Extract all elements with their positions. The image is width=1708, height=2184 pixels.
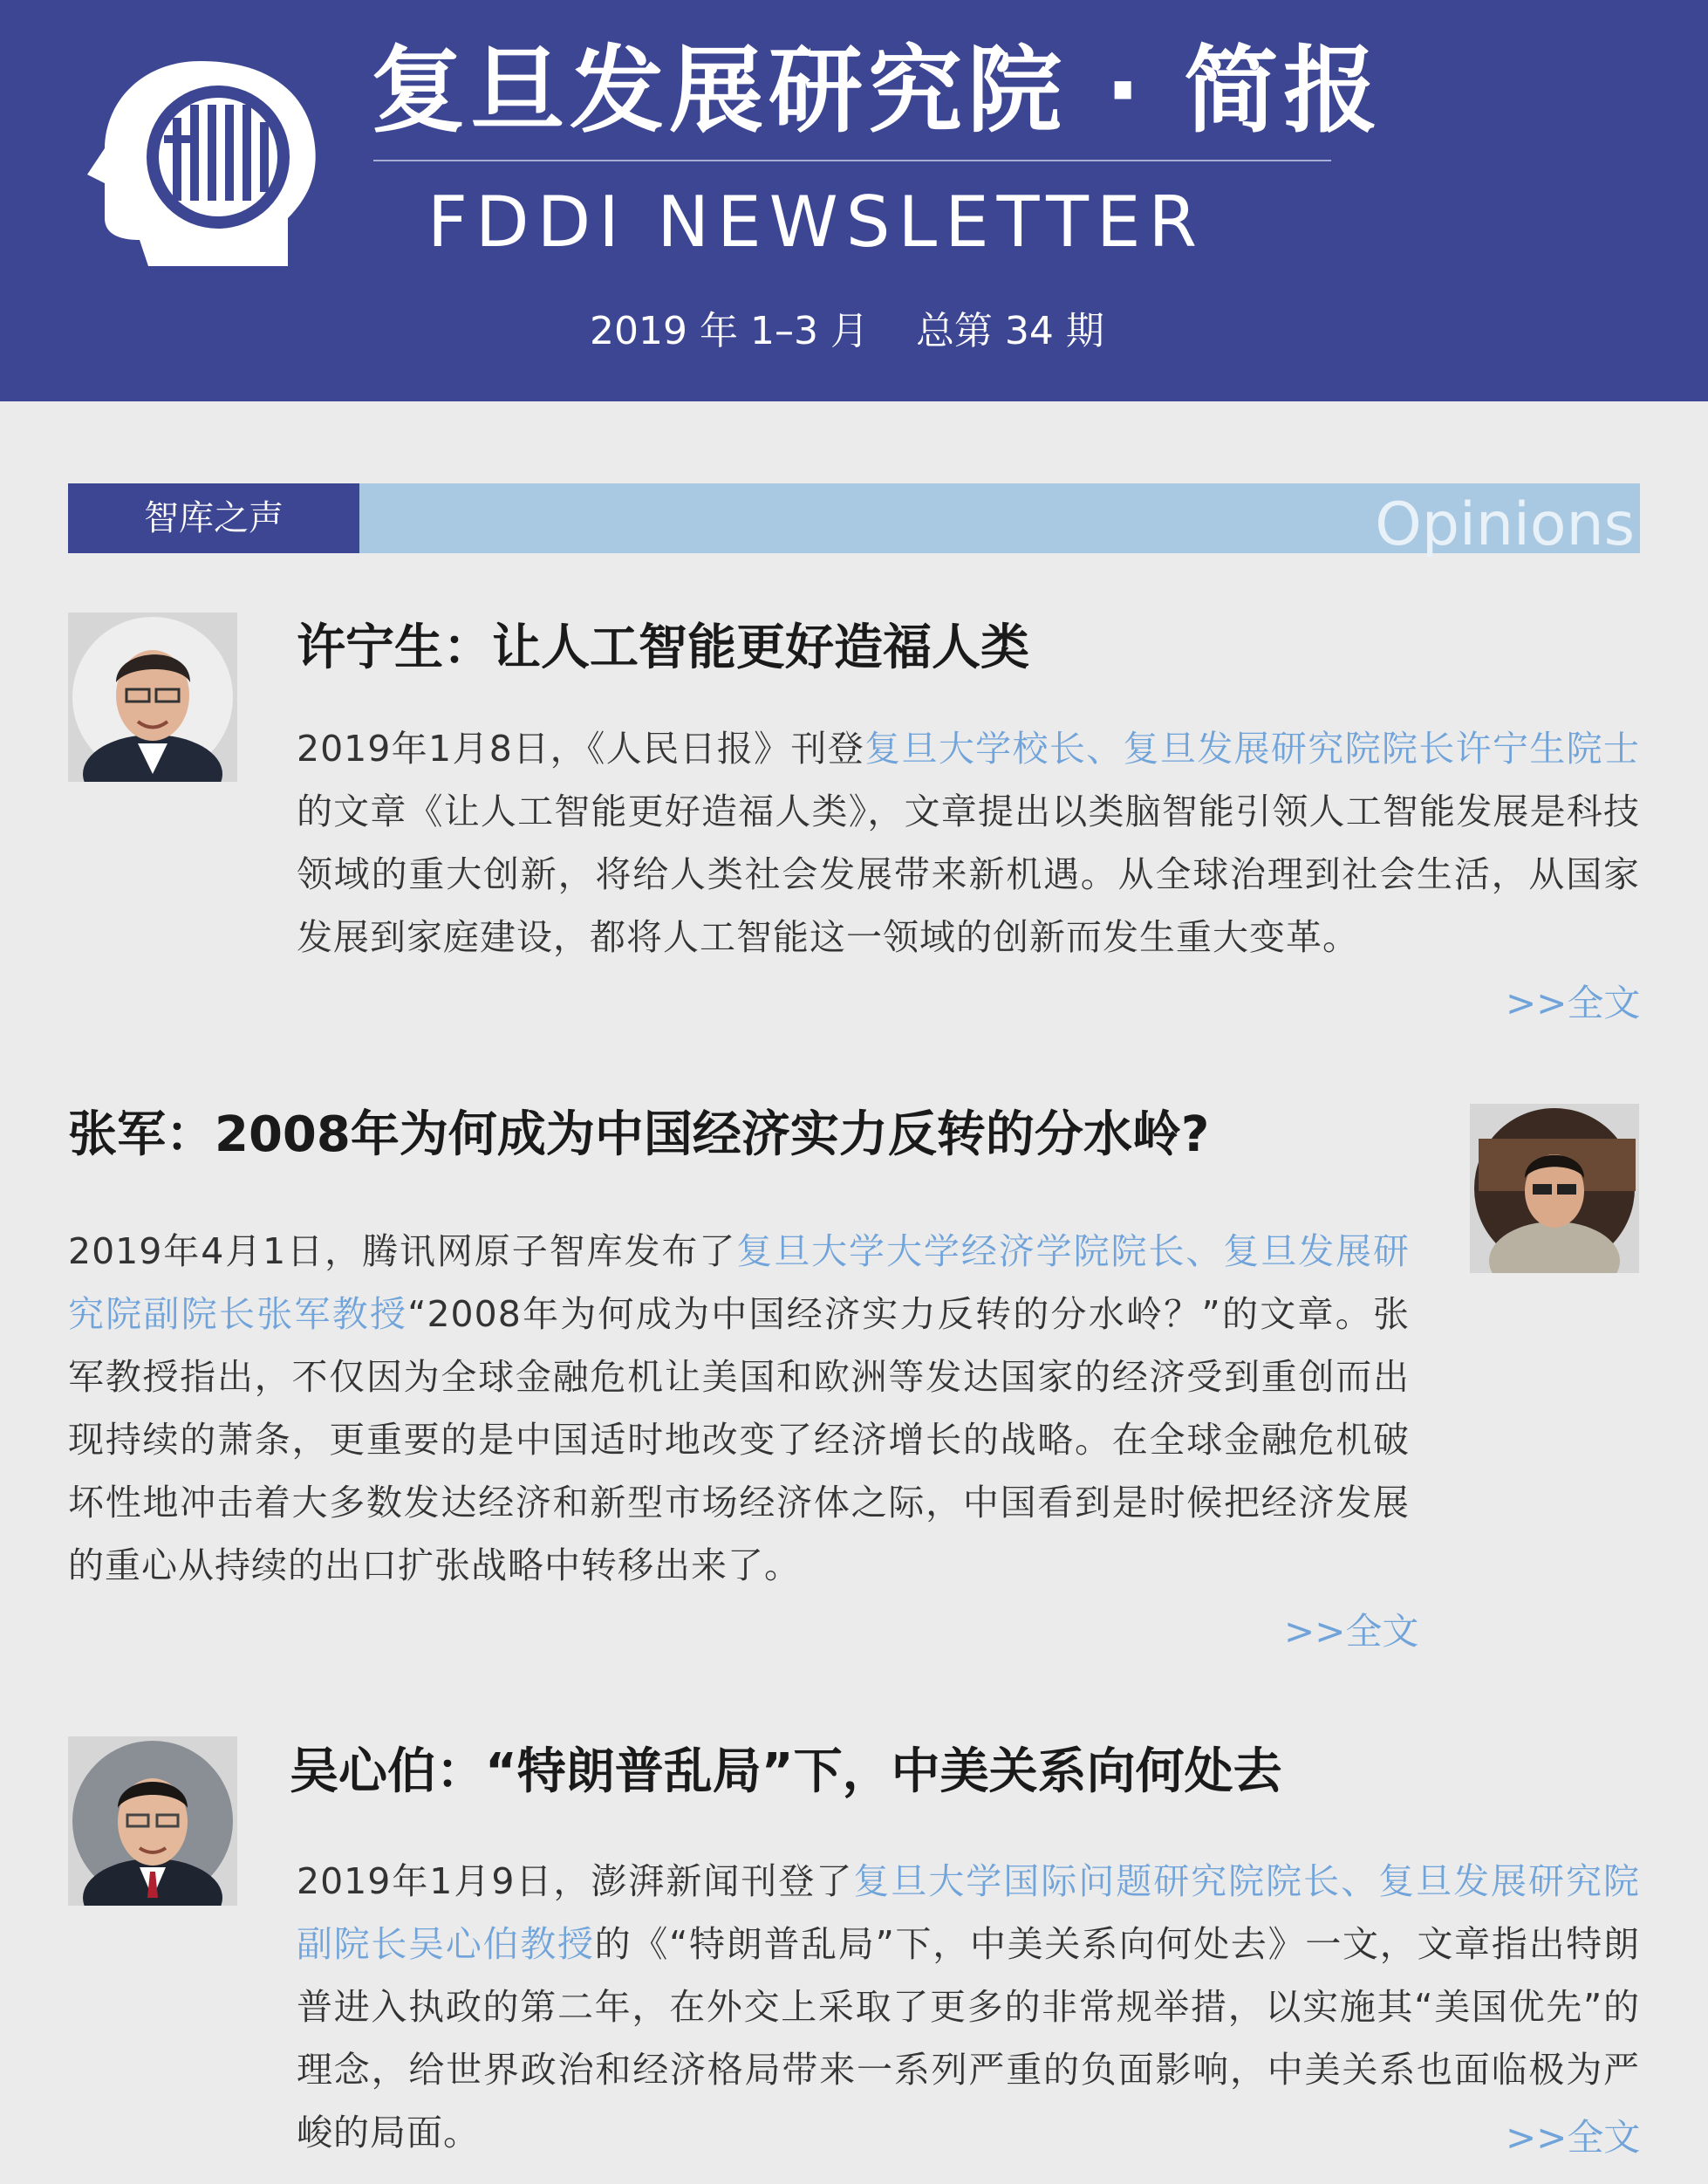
read-more-link[interactable]: >>全文 <box>1506 2116 1641 2159</box>
masthead <box>0 0 1708 401</box>
article-summary <box>68 1220 1410 1604</box>
author-affiliation: 复旦大学大学经济学院院长、复旦发展研究院副院长张军教授 <box>68 1230 1411 1335</box>
author-photo <box>68 613 237 782</box>
section-header <box>68 483 1640 559</box>
author-affiliation: 复旦大学校长、复旦发展研究院院长许宁生院士 <box>864 728 1641 770</box>
read-more-link[interactable]: >>全文 <box>1284 1610 1419 1653</box>
article-summary <box>297 1850 1640 2173</box>
issue-number: 总第 34 期 <box>915 309 1104 353</box>
author-affiliation: 复旦大学国际问题研究院院长、复旦发展研究院副院长吴心伯教授 <box>297 1860 1641 1965</box>
author-photo <box>1470 1104 1639 1273</box>
article-title[interactable]: 吴心伯：“特朗普乱局”下，中美关系向何处去 <box>290 1743 1282 1800</box>
article-summary <box>297 717 1640 1031</box>
summary-text: 2019年4月1日，腾讯网原子智库发布了 <box>68 1230 737 1272</box>
article-title[interactable]: 许宁生：让人工智能更好造福人类 <box>297 620 1029 676</box>
summary-text: 2019年1月9日，澎湃新闻刊登了 <box>297 1860 854 1902</box>
section-label-english: Opinions <box>1375 490 1635 559</box>
issue-date: 2019 年 1–3 月 <box>590 309 869 353</box>
fddi-logo <box>70 52 323 270</box>
article-title[interactable]: 张军：2008年为何成为中国经济实力反转的分水岭? <box>68 1106 1210 1163</box>
summary-text: 2019年1月8日，《人民日报》刊登 <box>297 728 865 770</box>
author-photo <box>68 1736 237 1906</box>
summary-text: 的《“特朗普乱局”下，中美关系向何处去》一文，文章指出特朗普进入执政的第二年，在外交上采取了更多的非常规举措，以实施其“美国优先”的理念，给世界政治和经济格局带来一系列严重的负面影响，中美关系也面临极为严峻的局面。 <box>297 1923 1640 2153</box>
read-more-link[interactable]: >>全文 <box>1506 982 1641 1024</box>
title-divider <box>373 160 1331 161</box>
issue-info <box>590 305 1200 358</box>
newsletter-title-chinese: 复旦发展研究院 · 简报 <box>371 37 1383 146</box>
section-label: 智库之声 <box>68 483 359 553</box>
newsletter-title-english: FDDI NEWSLETTER <box>427 181 1206 263</box>
summary-text: “2008年为何成为中国经济实力反转的分水岭？”的文章。张军教授指出，不仅因为全球金融危机让美国和欧洲等发达国家的经济受到重创而出现持续的萧条，更重要的是中国适时地改变了经济增长的战略。在全球金融危机破坏性地冲击着大多数发达经济和新型市场经济体之际，中国看到是时候把经济发展的重心从持续的出口扩张战略中转移出来了。 <box>68 1293 1410 1586</box>
summary-text: 的文章《让人工智能更好造福人类》，文章提出以类脑智能引领人工智能发展是科技领域的重大创新，将给人类社会发展带来新机遇。从全球治理到社会生活，从国家发展到家庭建设，都将人工智能这一领域的创新而发生重大变革。 <box>297 791 1640 958</box>
